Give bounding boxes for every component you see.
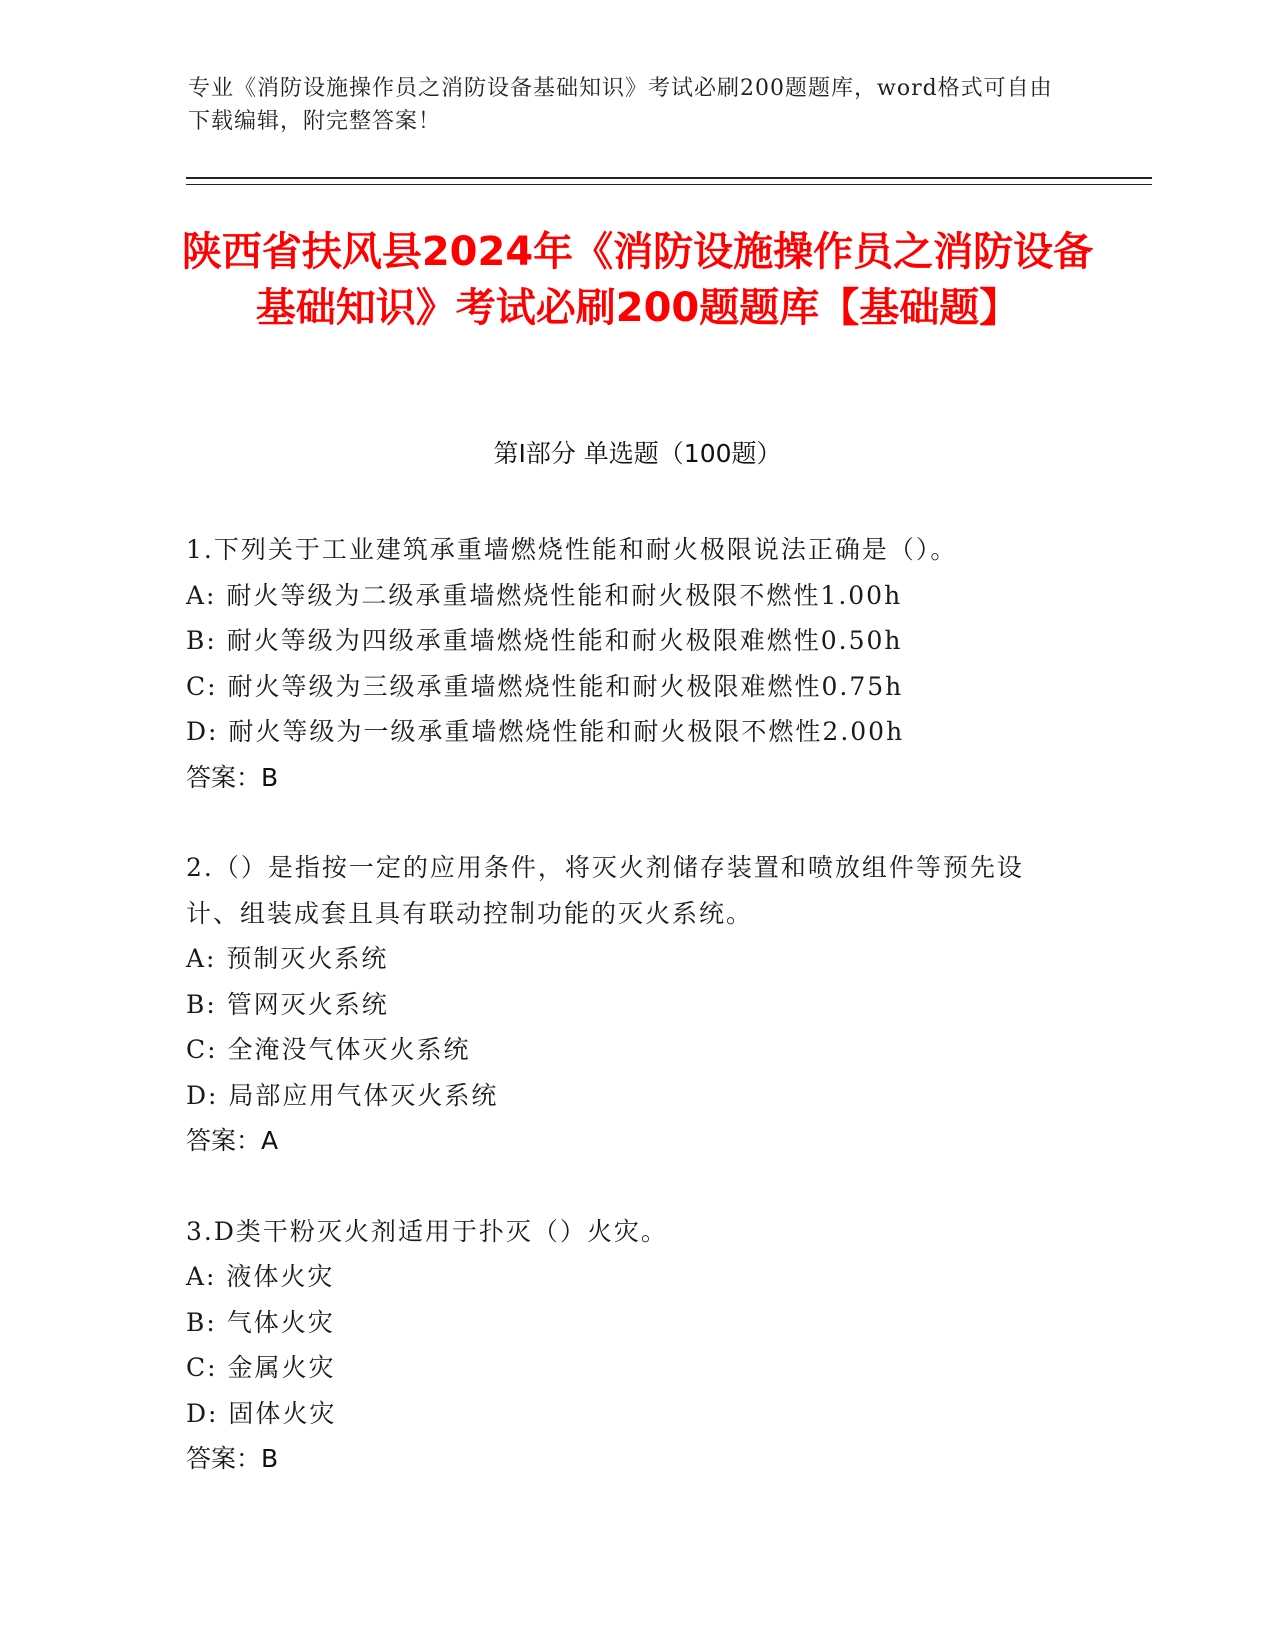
option-a: A: 预制灭火系统 <box>186 944 389 973</box>
option-c: C: 金属火灾 <box>186 1353 336 1382</box>
document-title: 陕西省扶风县2024年《消防设施操作员之消防设备基础知识》考试必刷200题题库【基础题】 <box>181 229 1094 331</box>
question-2 <box>186 845 1066 1164</box>
answer-label: 答案：A <box>186 1126 279 1155</box>
option-c: C: 全淹没气体灭火系统 <box>186 1035 471 1064</box>
question-stem: 2.（）是指按一定的应用条件，将灭火剂储存装置和喷放组件等预先设计、组装成套且具有联动控制功能的灭火系统。 <box>186 853 1024 928</box>
option-d: D: 固体火灾 <box>186 1398 337 1428</box>
option-c: C: 耐火等级为三级承重墙燃烧性能和耐火极限难燃性0.75h <box>186 671 904 701</box>
option-b: B: 气体火灾 <box>186 1307 335 1337</box>
answer-label: 答案：B <box>186 1444 279 1473</box>
question-1 <box>186 527 1066 800</box>
option-b: B: 管网灭火系统 <box>186 989 389 1019</box>
header-divider-thin <box>186 184 1152 185</box>
option-b: B: 耐火等级为四级承重墙燃烧性能和耐火极限难燃性0.50h <box>186 626 903 655</box>
header-divider-thick <box>186 177 1152 179</box>
answer-label: 答案：B <box>186 762 279 792</box>
header-note: 专业《消防设施操作员之消防设备基础知识》考试必刷200题题库，word格式可自由下载编辑，附完整答案！ <box>188 76 1053 134</box>
question-stem: 3.D类干粉灭火剂适用于扑灭（）火灾。 <box>186 1216 668 1246</box>
option-a: A: 耐火等级为二级承重墙燃烧性能和耐火极限不燃性1.00h <box>186 580 903 610</box>
option-d: D: 耐火等级为一级承重墙燃烧性能和耐火极限不燃性2.00h <box>186 717 905 746</box>
question-3 <box>186 1209 1066 1482</box>
option-d: D: 局部应用气体灭火系统 <box>186 1080 499 1110</box>
question-stem: 1.下列关于工业建筑承重墙燃烧性能和耐火极限说法正确是（）。 <box>186 535 958 564</box>
question-list <box>186 527 1066 1527</box>
option-a: A: 液体火灾 <box>186 1262 335 1291</box>
section-title: 第I部分 单选题（100题） <box>493 439 782 468</box>
